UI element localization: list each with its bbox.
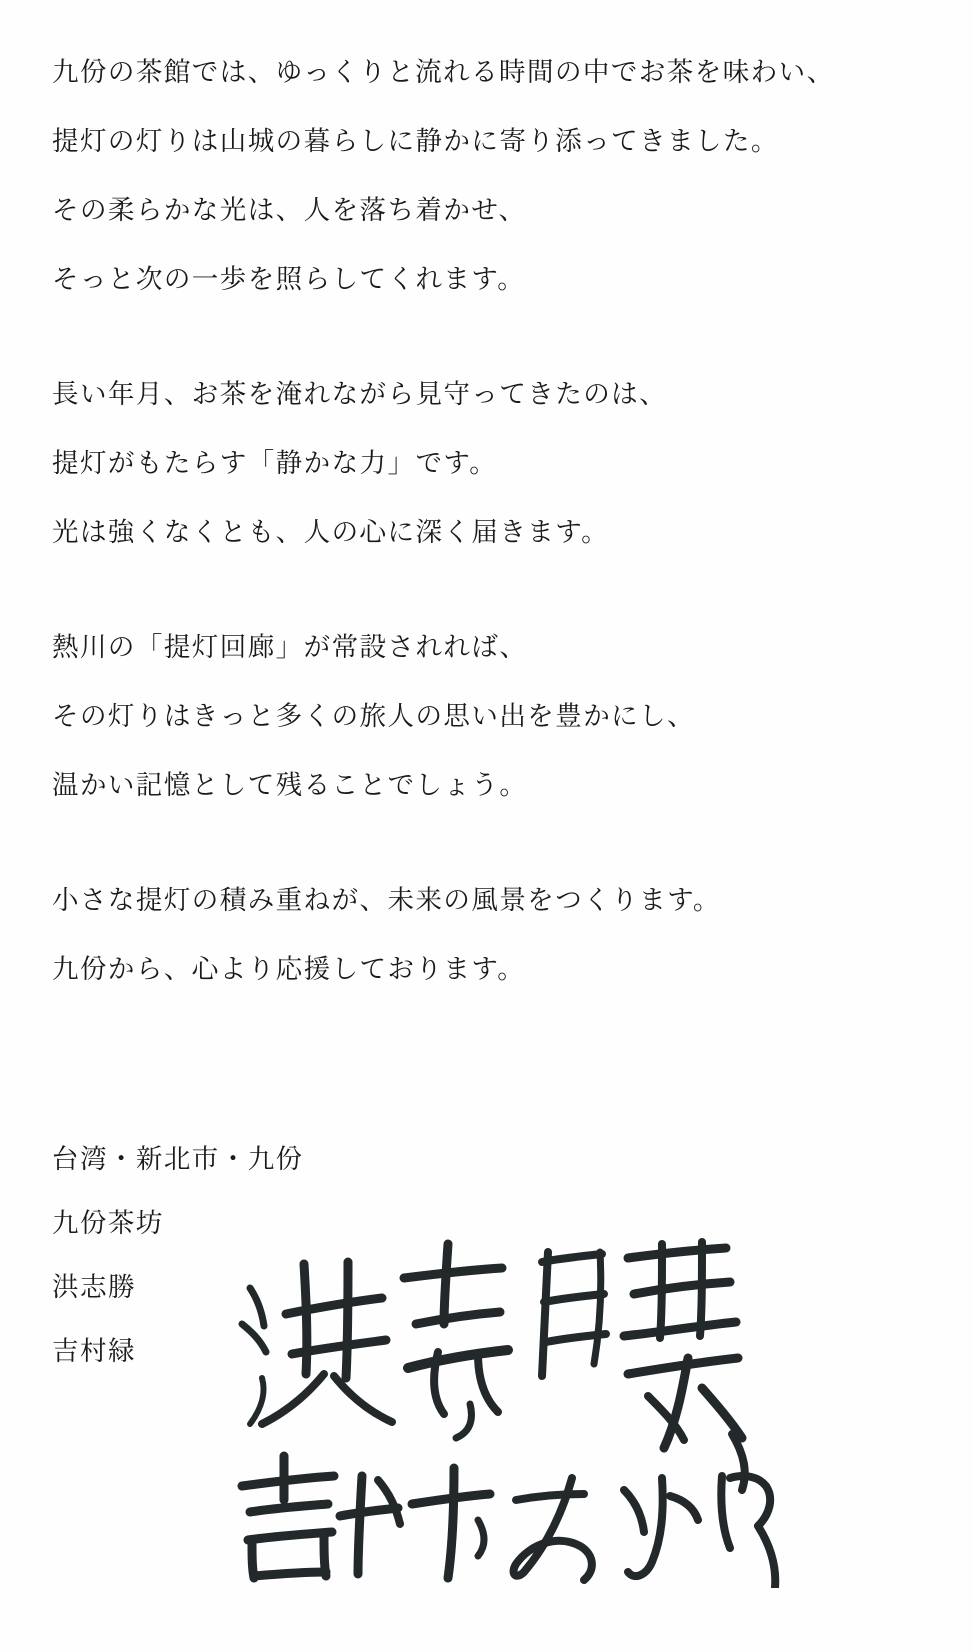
signature-organization: 九份茶坊 [52, 1208, 164, 1239]
signature-location: 台湾・新北市・九份 [52, 1144, 304, 1175]
signature-name-1: 洪志勝 [52, 1272, 136, 1303]
paragraph-3-line-3: 温かい記憶として残ることでしょう。 [52, 770, 528, 801]
handwritten-signature-line-1 [242, 1242, 745, 1490]
paragraph-1-line-3: その柔らかな光は、人を落ち着かせ、 [52, 195, 527, 226]
handwritten-signature [232, 1228, 792, 1588]
handwritten-signature-line-2 [242, 1456, 775, 1588]
paragraph-4-line-2: 九份から、心より応援しております。 [52, 954, 526, 985]
letter-body [52, 38, 912, 1004]
paragraph-1-line-1: 九份の茶館では、ゆっくりと流れる時間の中でお茶を味わい、 [52, 57, 835, 88]
paragraph-2-line-1: 長い年月、お茶を淹れながら見守ってきたのは、 [52, 379, 668, 410]
signature-block [52, 1128, 932, 1608]
paragraph-1-line-4: そっと次の一歩を照らしてくれます。 [52, 264, 526, 295]
paragraph-1 [52, 38, 912, 314]
paragraph-2-line-2: 提灯がもたらす「静かな力」です。 [52, 448, 498, 479]
paragraph-4-line-1: 小さな提灯の積み重ねが、未来の風景をつくります。 [52, 885, 721, 916]
paragraph-3-line-2: その灯りはきっと多くの旅人の思い出を豊かにし、 [52, 701, 696, 732]
paragraph-2-line-3: 光は強くなくとも、人の心に深く届きます。 [52, 517, 610, 548]
paragraph-1-line-2: 提灯の灯りは山城の暮らしに静かに寄り添ってきました。 [52, 126, 779, 157]
paragraph-3-line-1: 熱川の「提灯回廊」が常設されれば、 [52, 632, 528, 663]
paragraph-2 [52, 360, 912, 567]
signature-name-2: 吉村緑 [52, 1336, 136, 1367]
paragraph-3 [52, 613, 912, 820]
paragraph-4 [52, 866, 912, 1004]
